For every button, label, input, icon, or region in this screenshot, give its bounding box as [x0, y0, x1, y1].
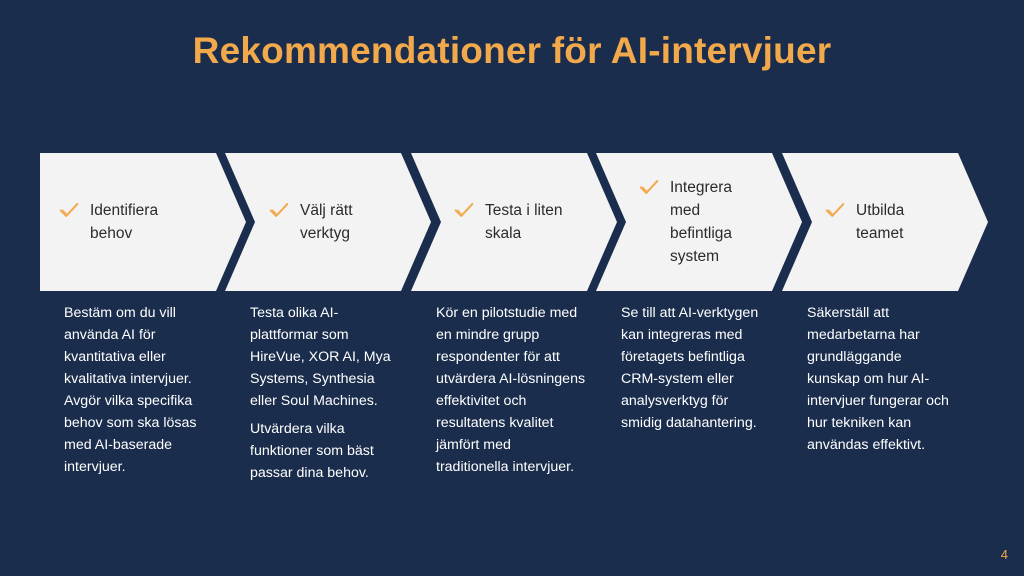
checkmark-icon [268, 199, 290, 221]
slide-title: Rekommendationer för AI-intervjuer [192, 30, 832, 71]
step-5-heading-text: Utbilda teamet [856, 202, 905, 242]
step-5-description [807, 302, 957, 462]
step-2-heading [268, 153, 398, 291]
checkmark-icon [453, 199, 475, 221]
checkmark-icon [58, 199, 80, 221]
step-2-heading-text: Välj rätt verktyg [300, 202, 353, 242]
step-2-description-text-1: Testa olika AI-plattformar som HireVue, XOR AI, Mya Systems, Synthesia eller Soul Machines. [250, 305, 391, 409]
step-4-heading [638, 153, 778, 291]
step-5-heading [824, 153, 964, 291]
checkmark-icon [638, 176, 660, 198]
step-3-description [436, 302, 586, 484]
checkmark-icon [824, 199, 846, 221]
step-1-description [64, 302, 214, 484]
step-3-heading-text: Testa i liten skala [485, 202, 563, 242]
step-4-description [621, 302, 771, 440]
step-1-heading [58, 153, 208, 291]
step-2-description [250, 302, 400, 490]
step-2-description-text-2: Utvärdera vilka funktioner som bäst passar dina behov. [250, 421, 374, 481]
step-5-description-text: Säkerställ att medarbetarna har grundläggande kunskap om hur AI-intervjuer fungerar och hur tekniken kan användas effektivt. [807, 305, 949, 453]
step-1-description-text: Bestäm om du vill använda AI för kvantitativa eller kvalitativa intervjuer. Avgör vilka specifika behov som ska lösas med AI-baserade intervjuer. [64, 305, 197, 475]
step-3-description-text: Kör en pilotstudie med en mindre grupp respondenter för att utvärdera AI-lösningens effektivitet och resultatens kvalitet jämfört med traditionella intervjuer. [436, 305, 586, 475]
step-3-heading [453, 153, 593, 291]
step-1-heading-text: Identifiera behov [90, 202, 159, 242]
step-4-description-text: Se till att AI-verktygen kan integreras med företagets befintliga CRM-system eller analysverktyg för smidig datahantering. [621, 305, 759, 431]
page-number: 4 [1000, 547, 1008, 562]
step-4-heading-text: Integrera med befintliga system [670, 179, 733, 265]
